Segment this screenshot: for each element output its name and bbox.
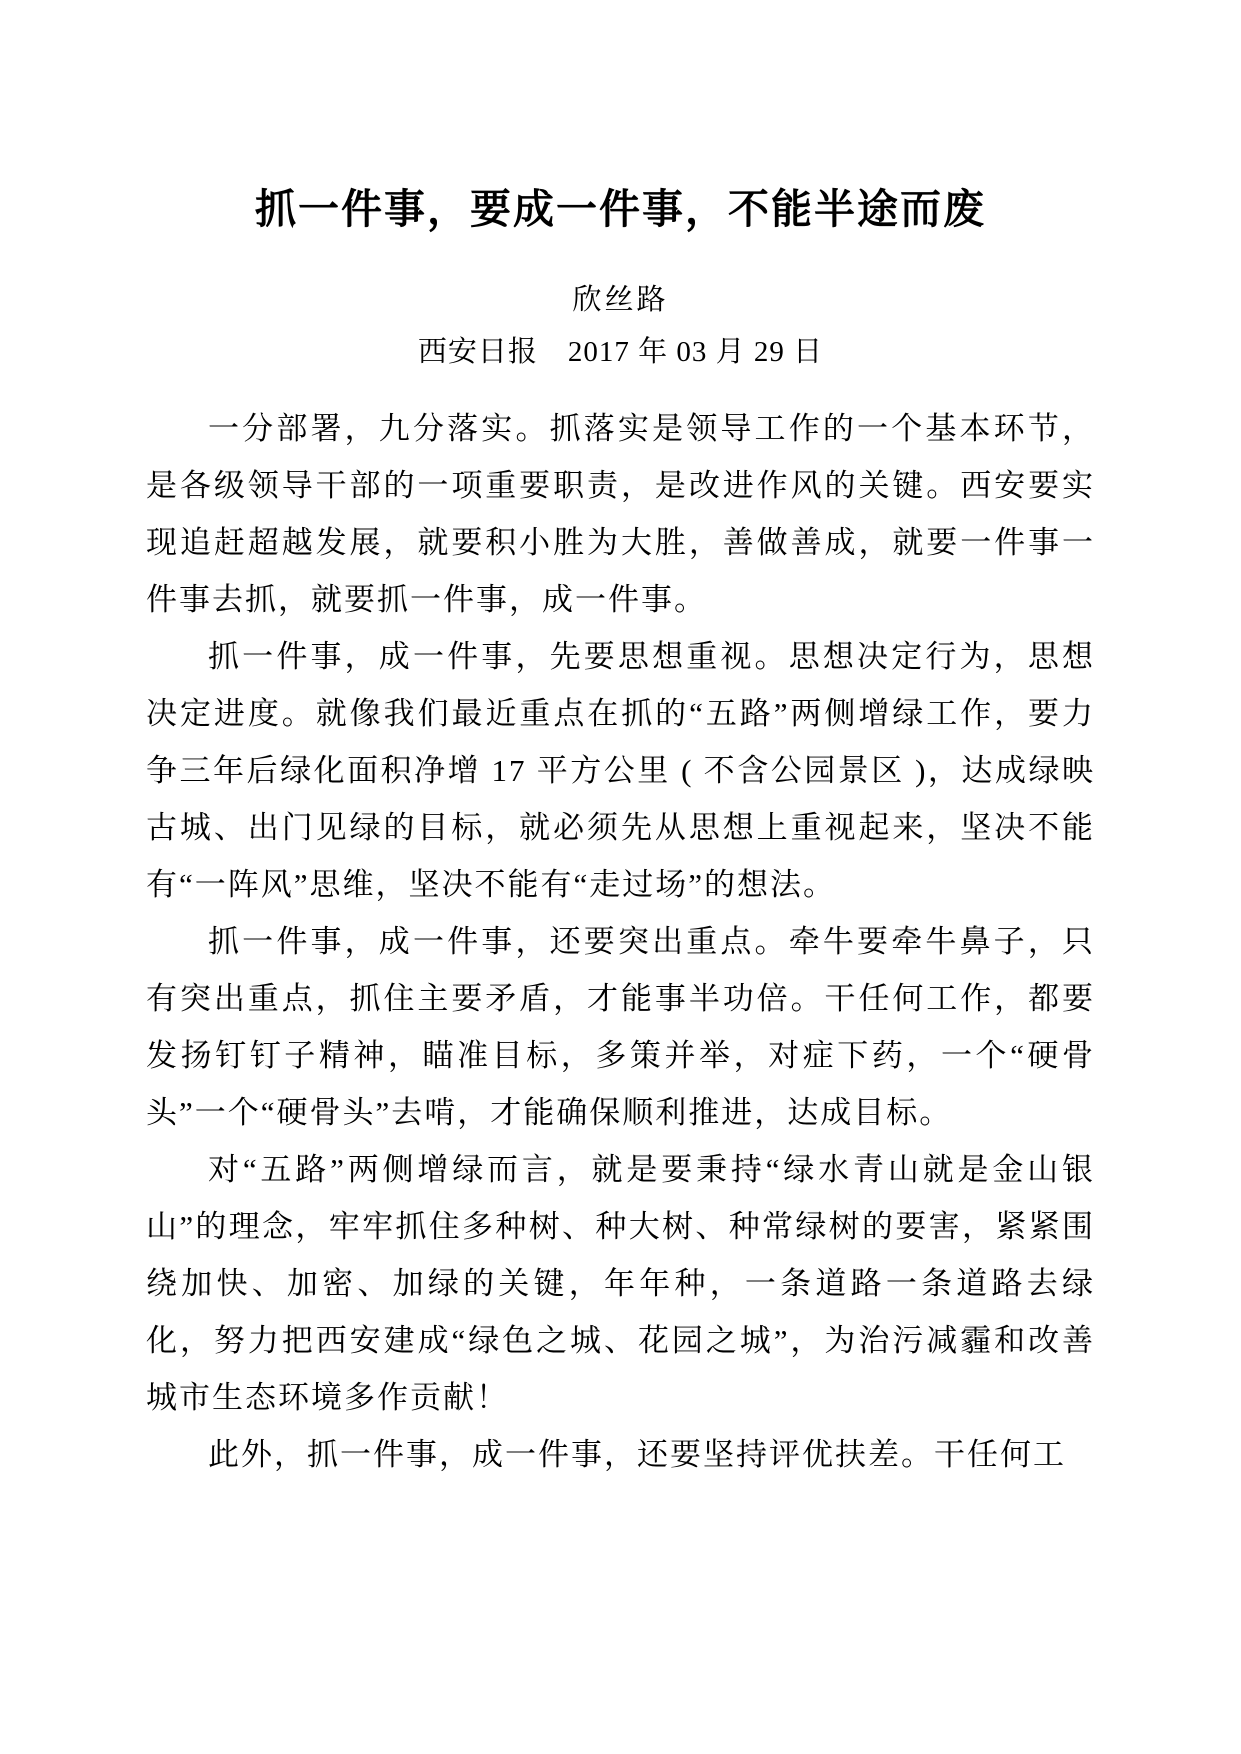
body-paragraph: 对“五路”两侧增绿而言，就是要秉持“绿水青山就是金山银山”的理念，牢牢抓住多种树、种大树、种常绿树的要害，紧紧围绕加快、加密、加绿的关键，年年种，一条道路一条道路去绿化，努力把西安建成“绿色之城、花园之城”，为治污减霾和改善城市生态环境多作贡献！ bbox=[146, 1152, 1095, 1416]
body-paragraph: 抓一件事，成一件事，先要思想重视。思想决定行为，思想决定进度。就像我们最近重点在抓的“五路”两侧增绿工作，要力争三年后绿化面积净增 17 平方公里 ( 不含公园景区 )，达成绿映古城、出门见绿的目标，就必须先从思想上重视起来，坚决不能有“一阵风”思维，坚决不能有“走过场”的想法。 bbox=[146, 639, 1096, 903]
document-title: 抓一件事，要成一件事，不能半途而废 bbox=[255, 186, 986, 232]
body-paragraph: 一分部署，九分落实。抓落实是领导工作的一个基本环节，是各级领导干部的一项重要职责，是改进作风的关键。西安要实现追赶超越发展，就要积小胜为大胜，善做善成，就要一件事一件事去抓，就要抓一件事，成一件事。 bbox=[146, 411, 1095, 618]
body-paragraph: 此外，抓一件事，成一件事，还要坚持评优扶差。干任何工 bbox=[208, 1437, 1066, 1473]
author-line: 欣丝路 bbox=[572, 284, 669, 317]
body-paragraph: 抓一件事，成一件事，还要突出重点。牵牛要牵牛鼻子，只有突出重点，抓住主要矛盾，才能事半功倍。干任何工作，都要发扬钉钉子精神，瞄准目标，多策并举，对症下药，一个“硬骨头”一个“硬骨头”去啃，才能确保顺利推进，达成目标。 bbox=[146, 924, 1095, 1131]
source-date-line: 西安日报 2017 年 03 月 29 日 bbox=[417, 336, 824, 369]
document-body bbox=[146, 400, 1095, 1483]
